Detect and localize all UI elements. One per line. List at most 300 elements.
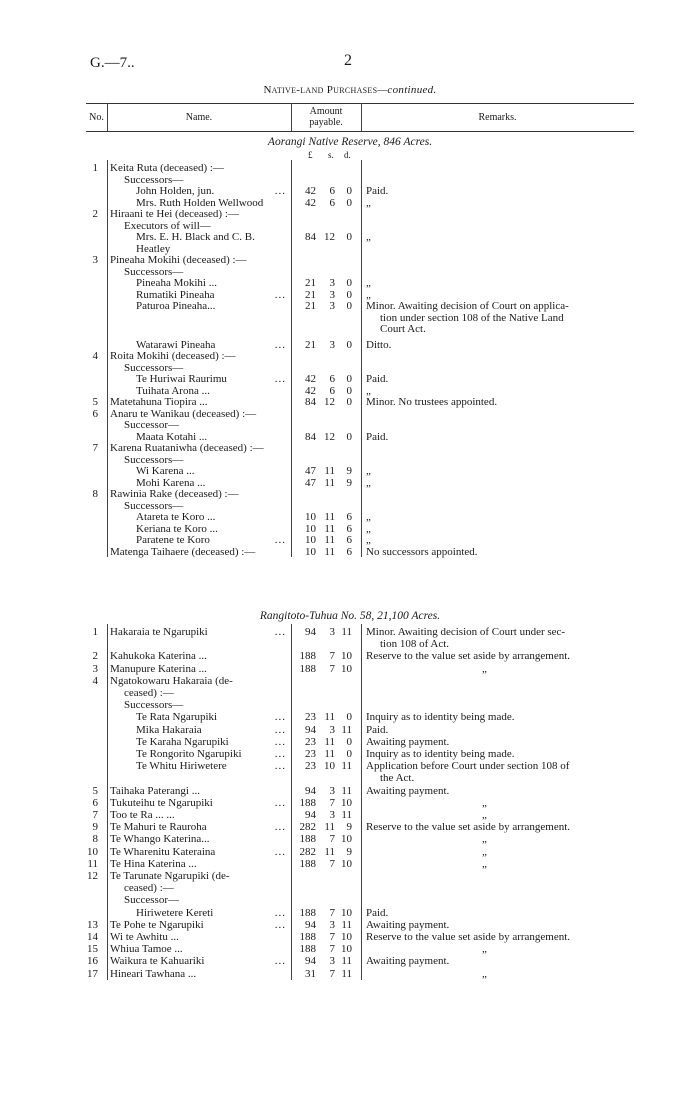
table-row <box>0 748 700 761</box>
amount-pence: 11 <box>341 760 352 773</box>
amount-pence: 6 <box>346 511 352 523</box>
leader-dots: ... <box>274 626 286 638</box>
amount-pounds: 42 <box>305 196 316 209</box>
row-name: Mrs. Ruth Holden Wellwood <box>136 196 264 209</box>
row-name: Atareta te Koro ... <box>136 511 216 523</box>
section-title: Aorangi Native Reserve, 846 Acres. <box>267 136 433 148</box>
currency-shillings: s. <box>328 150 334 160</box>
leader-dots: ... <box>274 760 286 773</box>
amount-pence: 0 <box>346 430 352 443</box>
table-row <box>0 650 700 663</box>
row-name: Pineaha Mokihi (deceased) :— <box>110 254 247 266</box>
leader-dots: ... <box>274 185 286 197</box>
row-remark: „ <box>366 534 371 546</box>
amount-pence: 0 <box>346 231 352 243</box>
row-name: John Holden, jun. <box>136 185 215 197</box>
table-row <box>0 638 700 651</box>
table-row <box>0 919 700 932</box>
row-remark: Ditto. <box>366 338 392 351</box>
amount-pounds: 21 <box>305 300 316 312</box>
amount-shillings: 12 <box>324 396 335 408</box>
amount-pounds: 188 <box>299 650 316 663</box>
row-name: Successor— <box>124 419 179 431</box>
row-number: 8 <box>92 833 98 846</box>
row-name: Te Whango Katerina... <box>110 833 210 846</box>
row-remark: Paid. <box>366 723 389 736</box>
document-reference: G.—7.. <box>90 55 135 71</box>
table-row <box>0 894 700 907</box>
row-remark: the Act. <box>380 772 415 785</box>
row-remark: Paid. <box>366 373 389 385</box>
amount-pence: 11 <box>341 723 352 736</box>
row-number: 1 <box>92 162 98 174</box>
amount-pounds: 10 <box>305 511 316 523</box>
row-name: Mohi Karena ... <box>136 476 206 489</box>
row-name: Matetahuna Tiopira ... <box>110 396 208 408</box>
column-header-amount: Amount payable. <box>309 106 343 128</box>
amount-pounds: 10 <box>305 522 316 535</box>
amount-pence: 10 <box>341 943 352 956</box>
amount-shillings: 11 <box>324 545 335 558</box>
row-name: Te Mahuri te Rauroha <box>110 821 207 834</box>
table-row <box>0 833 700 846</box>
row-number: 5 <box>92 784 98 797</box>
amount-pence: 10 <box>341 833 352 846</box>
amount-pence: 6 <box>346 545 352 558</box>
amount-pounds: 94 <box>305 918 316 931</box>
row-remark: „ <box>366 384 371 397</box>
row-name: ceased) :— <box>124 687 174 699</box>
amount-pence: 0 <box>346 288 352 301</box>
amount-shillings: 3 <box>329 288 335 301</box>
amount-pence: 10 <box>341 796 352 809</box>
leader-dots: ... <box>274 796 286 809</box>
row-name: Hiriwetere Kereti <box>136 906 214 919</box>
amount-shillings: 6 <box>329 196 335 209</box>
amount-pounds: 188 <box>299 931 316 943</box>
row-number: 2 <box>92 650 98 663</box>
amount-pounds: 84 <box>305 396 316 408</box>
amount-shillings: 3 <box>329 723 335 736</box>
amount-shillings: 7 <box>329 906 335 919</box>
row-name: Te Hina Katerina ... <box>110 857 197 870</box>
row-remark: Reserve to the value set aside by arrangement. <box>366 931 571 943</box>
amount-pence: 9 <box>346 845 352 858</box>
row-number: 14 <box>87 931 98 943</box>
table-row <box>0 699 700 712</box>
row-remark: Awaiting payment. <box>366 955 450 968</box>
row-name: Mika Hakaraia <box>136 723 202 736</box>
row-remark: Reserve to the value set aside by arrangement. <box>366 821 571 834</box>
row-remark: No successors appointed. <box>366 545 478 558</box>
row-name: Te Rongorito Ngarupiki <box>136 748 242 760</box>
row-name: Te Huriwai Raurimu <box>136 373 227 385</box>
row-name: Manupure Katerina ... <box>110 662 207 675</box>
leader-dots: ... <box>274 906 286 919</box>
row-name: ceased) :— <box>124 882 174 895</box>
amount-pence: 11 <box>341 918 352 931</box>
row-name: Hineari Tawhana ... <box>110 967 197 980</box>
table-row <box>0 736 700 749</box>
row-name: Successors— <box>124 453 184 466</box>
page-title <box>0 84 700 96</box>
amount-pence: 9 <box>346 821 352 834</box>
amount-pounds: 23 <box>305 748 316 760</box>
amount-pounds: 188 <box>299 943 316 956</box>
column-divider <box>361 624 362 980</box>
row-name: Karena Ruataniwha (deceased) :— <box>110 442 264 454</box>
leader-dots: ... <box>274 955 286 968</box>
title-continued: —continued. <box>377 84 437 96</box>
amount-pence: 6 <box>346 522 352 535</box>
amount-pounds: 23 <box>305 711 316 724</box>
row-number: 17 <box>87 967 98 980</box>
row-name: Rawinia Rake (deceased) :— <box>110 488 239 500</box>
amount-shillings: 12 <box>324 231 335 243</box>
row-number: 15 <box>87 943 98 956</box>
row-name: Keriana te Koro ... <box>136 522 218 535</box>
column-divider <box>291 160 292 557</box>
amount-shillings: 7 <box>329 650 335 663</box>
column-divider <box>107 624 108 980</box>
row-name: Keita Ruta (deceased) :— <box>110 162 224 174</box>
amount-shillings: 7 <box>329 833 335 846</box>
amount-pounds: 42 <box>305 384 316 397</box>
amount-pence: 11 <box>341 626 352 638</box>
leader-dots: ... <box>274 338 286 351</box>
column-divider <box>107 160 108 557</box>
amount-shillings: 11 <box>324 711 335 724</box>
amount-shillings: 3 <box>329 809 335 821</box>
amount-pence: 11 <box>341 784 352 797</box>
amount-pounds: 31 <box>305 967 316 980</box>
leader-dots: ... <box>274 288 286 301</box>
currency-header <box>80 150 360 162</box>
row-remark: Reserve to the value set aside by arrangement. <box>366 650 571 663</box>
amount-pounds: 21 <box>305 288 316 301</box>
title-main: Native-land Purchases <box>263 84 378 96</box>
row-name: Te Whitu Hiriwetere <box>136 760 227 773</box>
amount-shillings: 11 <box>324 511 335 523</box>
leader-dots: ... <box>274 735 286 748</box>
table-row <box>0 760 700 773</box>
table-row <box>0 907 700 920</box>
table-row <box>0 772 700 785</box>
amount-shillings: 7 <box>329 796 335 809</box>
amount-pounds: 282 <box>299 845 316 858</box>
column-header-remarks: Remarks. <box>478 112 517 123</box>
row-remark: Minor. Awaiting decision of Court on applica- <box>366 300 569 312</box>
row-remark: Awaiting payment. <box>366 918 450 931</box>
leader-dots: ... <box>274 723 286 736</box>
amount-pounds: 188 <box>299 906 316 919</box>
row-remark: „ <box>366 511 371 523</box>
amount-shillings: 11 <box>324 476 335 489</box>
amount-pence: 9 <box>346 465 352 477</box>
row-remark: „ <box>482 833 487 846</box>
amount-pence: 0 <box>346 384 352 397</box>
leader-dots: ... <box>274 821 286 834</box>
amount-shillings: 10 <box>324 760 335 773</box>
row-name: Paturoa Pineaha... <box>136 300 216 312</box>
amount-shillings: 3 <box>329 277 335 289</box>
row-name: Too te Ra ... ... <box>110 809 175 821</box>
header-top-rule <box>86 103 634 104</box>
row-name: Waikura te Kahuariki <box>110 955 205 968</box>
amount-shillings: 6 <box>329 373 335 385</box>
table-row <box>0 546 700 559</box>
table-row <box>0 882 700 895</box>
amount-pence: 10 <box>341 650 352 663</box>
row-remark: „ <box>366 465 371 477</box>
row-remark: „ <box>366 476 371 489</box>
row-name: Successors— <box>124 265 184 278</box>
row-name: Te Karaha Ngarupiki <box>136 735 229 748</box>
row-name: Maata Kotahi ... <box>136 430 208 443</box>
amount-pence: 10 <box>341 857 352 870</box>
row-number: 5 <box>92 396 98 408</box>
amount-shillings: 3 <box>329 918 335 931</box>
row-remark: Paid. <box>366 906 389 919</box>
amount-pence: 0 <box>346 300 352 312</box>
table-row <box>0 711 700 724</box>
table-row <box>0 797 700 810</box>
amount-pence: 0 <box>346 185 352 197</box>
row-number: 2 <box>92 208 98 220</box>
row-name: Mrs. E. H. Black and C. B. <box>136 231 255 243</box>
leader-dots: ... <box>274 918 286 931</box>
amount-pence: 0 <box>346 196 352 209</box>
amount-pounds: 84 <box>305 430 316 443</box>
row-name: Te Pohe te Ngarupiki <box>110 918 204 931</box>
row-name: Whiua Tamoe ... <box>110 943 183 956</box>
amount-pounds: 188 <box>299 857 316 870</box>
row-name: Pineaha Mokihi ... <box>136 277 217 289</box>
column-header-name: Name. <box>185 112 213 123</box>
amount-pounds: 47 <box>305 465 316 477</box>
row-remark: „ <box>482 857 487 870</box>
row-name: Te Tarunate Ngarupiki (de- <box>110 870 230 882</box>
row-name: Heatley <box>136 242 171 255</box>
amount-pence: 0 <box>346 338 352 351</box>
table-row <box>0 931 700 944</box>
row-name: Tukuteihu te Ngarupiki <box>110 796 213 809</box>
amount-pounds: 47 <box>305 476 316 489</box>
table-row <box>0 626 700 639</box>
amount-pence: 0 <box>346 711 352 724</box>
amount-shillings: 12 <box>324 430 335 443</box>
row-name: Watarawi Pineaha <box>136 338 216 351</box>
leader-dots: ... <box>274 373 286 385</box>
table-row <box>0 955 700 968</box>
row-name: Taihaka Paterangi ... <box>110 784 200 797</box>
amount-pounds: 21 <box>305 338 316 351</box>
row-number: 7 <box>92 809 98 821</box>
row-number: 3 <box>92 254 98 266</box>
table-row <box>0 858 700 871</box>
amount-shillings: 11 <box>324 465 335 477</box>
amount-pounds: 10 <box>305 534 316 546</box>
row-number: 13 <box>87 918 98 931</box>
table-row <box>0 663 700 676</box>
amount-pence: 11 <box>341 967 352 980</box>
amount-shillings: 11 <box>324 522 335 535</box>
table-row <box>0 821 700 834</box>
leader-dots: ... <box>274 711 286 724</box>
amount-pounds: 23 <box>305 735 316 748</box>
amount-pence: 0 <box>346 277 352 289</box>
section-title: Rangitoto-Tuhua No. 58, 21,100 Acres. <box>259 610 441 622</box>
row-remark: Awaiting payment. <box>366 784 450 797</box>
amount-shillings: 7 <box>329 857 335 870</box>
row-remark: „ <box>482 662 487 675</box>
amount-pounds: 23 <box>305 760 316 773</box>
column-divider <box>291 624 292 980</box>
amount-shillings: 11 <box>324 735 335 748</box>
amount-pence: 10 <box>341 662 352 675</box>
amount-shillings: 11 <box>324 748 335 760</box>
currency-pounds: £ <box>308 150 313 160</box>
row-name: Successors— <box>124 361 184 374</box>
table-row <box>0 724 700 737</box>
amount-shillings: 7 <box>329 662 335 675</box>
row-remark: Court Act. <box>380 323 426 335</box>
amount-shillings: 11 <box>324 534 335 546</box>
row-number: 6 <box>92 796 98 809</box>
leader-dots: ... <box>274 748 286 760</box>
row-name: Executors of will— <box>124 219 211 232</box>
row-remark: Inquiry as to identity being made. <box>366 711 515 724</box>
amount-shillings: 6 <box>329 185 335 197</box>
amount-pence: 0 <box>346 373 352 385</box>
amount-pence: 9 <box>346 476 352 489</box>
row-name: Successors— <box>124 173 184 186</box>
amount-shillings: 7 <box>329 943 335 956</box>
row-number: 11 <box>87 857 98 870</box>
table-row <box>0 846 700 859</box>
row-number: 4 <box>92 674 98 687</box>
row-remark: Minor. Awaiting decision of Court under sec- <box>366 626 566 638</box>
row-number: 6 <box>92 407 98 420</box>
currency-pence: d. <box>344 150 351 160</box>
row-remark: „ <box>482 967 487 980</box>
amount-pounds: 94 <box>305 809 316 821</box>
amount-pence: 6 <box>346 534 352 546</box>
amount-pounds: 94 <box>305 784 316 797</box>
row-name: Hakaraia te Ngarupiki <box>110 626 208 638</box>
row-remark: tion 108 of Act. <box>380 638 450 651</box>
row-remark: „ <box>366 288 371 301</box>
leader-dots: ... <box>274 534 286 546</box>
table-row <box>0 943 700 956</box>
amount-pence: 11 <box>341 955 352 968</box>
amount-pounds: 94 <box>305 955 316 968</box>
amount-pence: 0 <box>346 735 352 748</box>
row-remark: Paid. <box>366 430 389 443</box>
table-row <box>0 809 700 822</box>
table-row <box>0 675 700 688</box>
row-remark: Awaiting payment. <box>366 735 450 748</box>
amount-shillings: 3 <box>329 300 335 312</box>
row-name: Kahukoka Katerina ... <box>110 650 207 663</box>
row-remark: Paid. <box>366 185 389 197</box>
row-remark: Inquiry as to identity being made. <box>366 748 515 760</box>
row-remark: „ <box>366 277 371 289</box>
row-number: 4 <box>92 350 98 362</box>
row-name: Wi Karena ... <box>136 465 195 477</box>
row-name: Ngatokowaru Hakaraia (de- <box>110 674 233 687</box>
row-name: Successors— <box>124 499 184 512</box>
row-remark: Minor. No trustees appointed. <box>366 396 498 408</box>
row-number: 1 <box>92 626 98 638</box>
amount-pounds: 42 <box>305 373 316 385</box>
amount-shillings: 6 <box>329 384 335 397</box>
amount-pounds: 94 <box>305 626 316 638</box>
row-name: Roita Mokihi (deceased) :— <box>110 350 236 362</box>
amount-pence: 0 <box>346 748 352 760</box>
amount-shillings: 3 <box>329 784 335 797</box>
column-header-no: No. <box>89 112 104 123</box>
row-name: Paratene te Koro <box>136 534 210 546</box>
column-divider <box>361 160 362 557</box>
row-remark: tion under section 108 of the Native Land <box>380 311 564 324</box>
amount-shillings: 11 <box>324 821 335 834</box>
amount-shillings: 7 <box>329 931 335 943</box>
row-number: 9 <box>92 821 98 834</box>
table-row <box>0 785 700 798</box>
row-number: 3 <box>92 662 98 675</box>
header-bottom-rule <box>86 131 634 132</box>
row-remark: „ <box>366 231 371 243</box>
table-row <box>0 968 700 981</box>
amount-pounds: 42 <box>305 185 316 197</box>
row-name: Tuihata Arona ... <box>136 384 210 397</box>
row-name: Successor— <box>124 894 179 907</box>
row-remark: „ <box>482 796 487 809</box>
row-remark: „ <box>482 943 487 956</box>
header-divider <box>291 103 292 131</box>
row-remark: „ <box>482 809 487 821</box>
row-name: Anaru te Wanikau (deceased) :— <box>110 407 257 420</box>
row-number: 10 <box>87 845 98 858</box>
row-number: 12 <box>87 870 98 882</box>
amount-shillings: 3 <box>329 955 335 968</box>
table-row <box>0 687 700 700</box>
row-name: Hiraani te Hei (deceased) :— <box>110 208 239 220</box>
table-row <box>0 323 700 336</box>
amount-pounds: 188 <box>299 833 316 846</box>
amount-pounds: 84 <box>305 231 316 243</box>
row-name: Rumatiki Pineaha <box>136 288 215 301</box>
row-number: 16 <box>87 955 98 968</box>
amount-pounds: 282 <box>299 821 316 834</box>
amount-pounds: 94 <box>305 723 316 736</box>
row-name: Successors— <box>124 699 184 712</box>
row-name: Matenga Taihaere (deceased) :— <box>110 545 256 558</box>
row-number: 8 <box>92 488 98 500</box>
amount-shillings: 3 <box>329 338 335 351</box>
amount-pence: 0 <box>346 396 352 408</box>
table-row <box>0 870 700 883</box>
amount-shillings: 7 <box>329 967 335 980</box>
amount-pounds: 188 <box>299 662 316 675</box>
amount-pence: 10 <box>341 931 352 943</box>
row-number: 7 <box>92 442 98 454</box>
row-name: Te Rata Ngarupiki <box>136 711 218 724</box>
row-remark: Application before Court under section 108 of <box>366 760 570 773</box>
amount-pounds: 21 <box>305 277 316 289</box>
row-remark: „ <box>366 522 371 535</box>
